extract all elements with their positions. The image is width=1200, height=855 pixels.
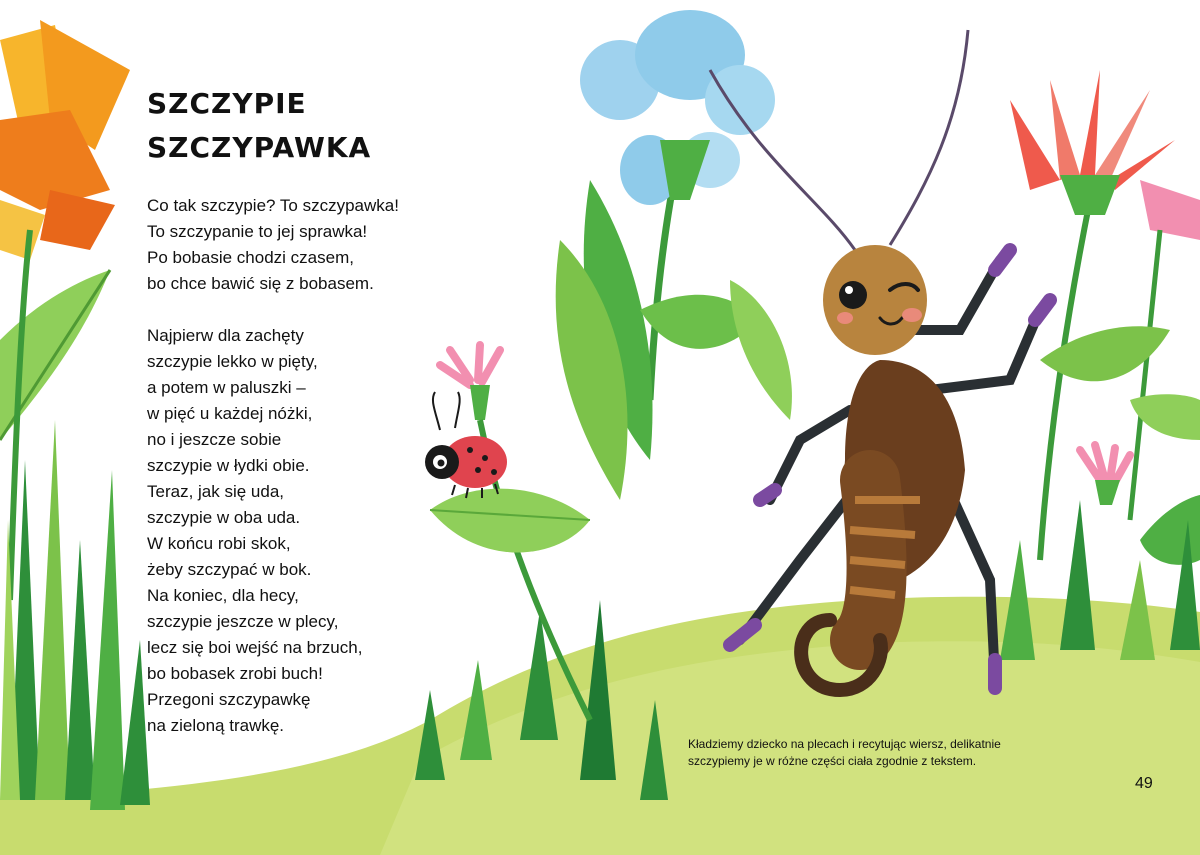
poem-line: bo chce bawić się z bobasem.	[147, 274, 374, 293]
ladybug	[425, 392, 507, 498]
poem-line: szczypie jeszcze w plecy,	[147, 612, 339, 631]
poem-line: Przegoni szczypawkę	[147, 690, 311, 709]
poem-line: Najpierw dla zachęty	[147, 326, 304, 345]
page-number: 49	[1135, 775, 1153, 792]
poem-line: szczypie w łydki obie.	[147, 456, 310, 475]
poem-line: żeby szczypać w bok.	[147, 560, 312, 579]
orange-flower	[0, 20, 130, 260]
poem-line: W końcu robi skok,	[147, 534, 291, 553]
leaf	[730, 280, 792, 420]
poem-line: szczypie w oba uda.	[147, 508, 301, 527]
instruction-caption: Kładziemy dziecko na plecach i recytując wiersz, delikatnie szczypiemy je w różne części ciała zgodnie z tekstem.	[688, 737, 1001, 768]
poem-line: lecz się boi wejść na brzuch,	[147, 638, 363, 657]
poem-line: w pięć u każdej nóżki,	[147, 404, 313, 423]
poem-line: Po bobasie chodzi czasem,	[147, 248, 354, 267]
poem-line: Co tak szczypie? To szczypawka!	[147, 196, 399, 215]
poem-line: Na koniec, dla hecy,	[147, 586, 299, 605]
poem-line: szczypie lekko w pięty,	[147, 352, 318, 371]
poem-line: To szczypanie to jej sprawka!	[147, 222, 368, 241]
poem-line: no i jeszcze sobie	[147, 430, 282, 449]
poem-line: na zieloną trawkę.	[147, 716, 285, 735]
poem-line: a potem w paluszki –	[147, 378, 306, 397]
poem-stanza-1	[147, 193, 399, 297]
poem-line: Teraz, jak się uda,	[147, 482, 285, 501]
title-line: SZCZYPIE	[147, 87, 307, 120]
poem-line: bo bobasek zrobi buch!	[147, 664, 323, 683]
poem-stanza-2	[147, 323, 399, 739]
ladybug-leaf	[430, 489, 590, 553]
poem	[147, 193, 399, 765]
title-line: SZCZYPAWKA	[147, 131, 372, 164]
page-title	[147, 82, 371, 170]
grass-left	[0, 420, 150, 810]
